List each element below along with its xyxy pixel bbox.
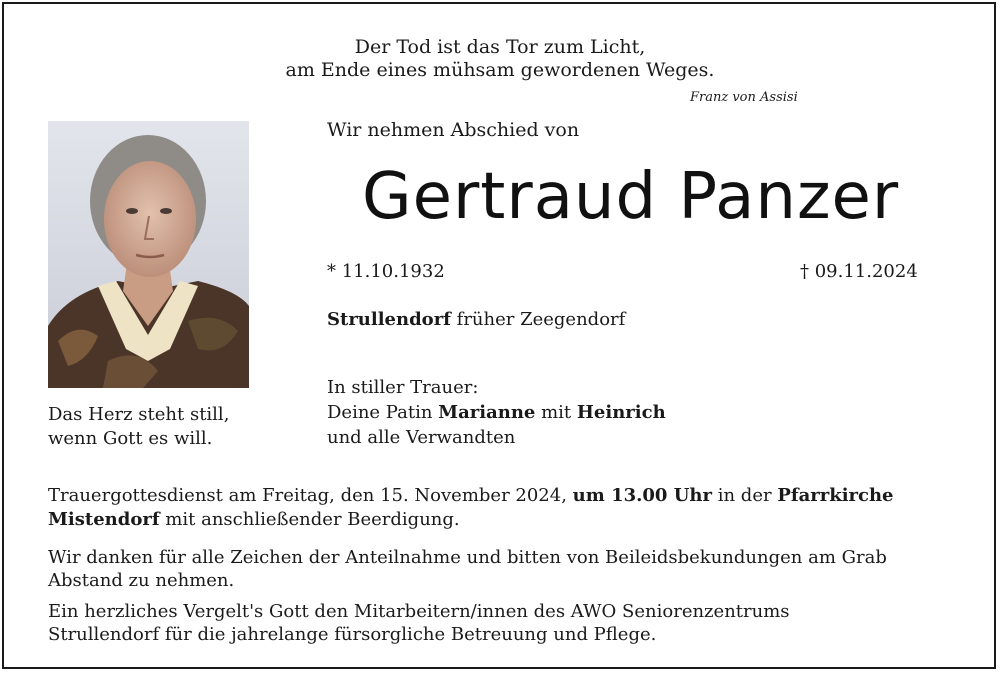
residence xyxy=(327,309,625,330)
caption-line-1: Das Herz steht still, xyxy=(48,404,230,425)
service-line-2 xyxy=(48,507,460,533)
quote-line-1: Der Tod ist das Tor zum Licht, xyxy=(354,36,646,58)
service-text: Trauergottesdienst am Freitag, den 15. November 2024, xyxy=(48,485,567,506)
service-text-3: mit anschließender Beerdigung. xyxy=(165,509,460,530)
caption-line-2: wenn Gott es will. xyxy=(48,428,213,449)
death-date: † 09.11.2024 xyxy=(800,261,918,282)
mourner-name-1: Marianne xyxy=(438,402,536,423)
portrait-photo xyxy=(48,121,249,388)
quote-line-2: am Ende eines mühsam gewordenen Weges. xyxy=(285,59,715,81)
mourner-name-2: Heinrich xyxy=(576,402,666,423)
thanks-line-2: Abstand zu nehmen. xyxy=(48,570,235,591)
gratitude-line-2: Strullendorf für die jahrelange fürsorgliche Betreuung und Pflege. xyxy=(48,624,657,645)
service-text-2: in der xyxy=(717,485,772,506)
deceased-name: Gertraud Panzer xyxy=(362,160,900,234)
service-church: Pfarrkirche xyxy=(777,485,894,506)
gratitude-line-1: Ein herzliches Vergelt's Gott den Mitarbeitern/innen des AWO Seniorenzentrums xyxy=(48,601,790,622)
residence-former: früher Zeegendorf xyxy=(456,309,626,330)
mourners-line xyxy=(327,400,666,426)
residence-town: Strullendorf xyxy=(327,309,451,330)
service-line-1 xyxy=(48,483,894,509)
service-time: um 13.00 Uhr xyxy=(572,485,712,506)
thanks-line-1: Wir danken für alle Zeichen der Anteilnahme und bitten von Beileidsbekundungen am Grab xyxy=(48,547,887,568)
mourners-relatives: und alle Verwandten xyxy=(327,427,516,448)
mourners-intro: In stiller Trauer: xyxy=(327,377,479,398)
mourners-connector: mit xyxy=(541,402,572,423)
quote-author: Franz von Assisi xyxy=(690,90,798,105)
service-place: Mistendorf xyxy=(48,509,160,530)
birth-date: * 11.10.1932 xyxy=(327,261,445,282)
farewell-intro: Wir nehmen Abschied von xyxy=(327,119,580,141)
mourners-prefix: Deine Patin xyxy=(327,402,433,423)
